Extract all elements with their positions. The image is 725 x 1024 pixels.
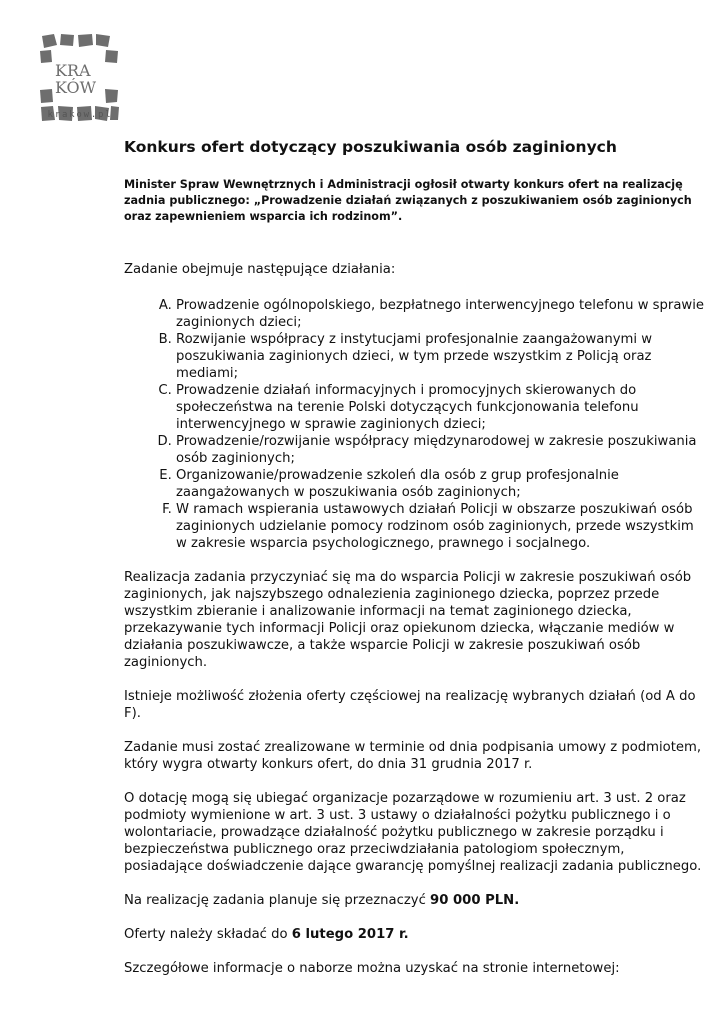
realization-paragraph: Realizacja zadania przyczyniać się ma do wsparcia Policji w zakresie poszukiwań osób zaginionych, jak najszybszego odnalezienia zaginionego dziecka, poprzez przede wszystkim zbieranie i analizowanie informacji na temat zaginionego dziecka, przekazywanie tych informacji Policji oraz opiekunom dziecka, włączanie mediów w działania poszukiwawcze, a także wsparcie Policji w zakresie poszukiwań osób zaginionych. xyxy=(124,570,692,670)
budget-amount: 90 000 PLN. xyxy=(430,893,520,908)
document-body xyxy=(124,136,706,994)
task-item: A. Prowadzenie ogólnopolskiego, bezpłatnego interwencyjnego telefonu w sprawie zaginionych dzieci; xyxy=(176,297,706,331)
more-info-paragraph: Szczegółowe informacje o naborze można uzyskać na stronie internetowej: xyxy=(124,961,620,976)
offers-date: 6 lutego 2017 r. xyxy=(291,927,409,942)
intro-paragraph: Minister Spraw Wewnętrznych i Administracji ogłosił otwarty konkurs ofert na realizację zadnia publicznego: „Prowadzenie działań związanych z poszukiwaniem osób zaginionych oraz zapewnieniem wsparcia ich rodzinom”. xyxy=(124,178,692,223)
logo-line-2: KÓW xyxy=(55,78,97,97)
logo-caption: krakow.pl xyxy=(47,110,113,120)
offers-prefix: Oferty należy składać do xyxy=(124,927,292,942)
task-item: C. Prowadzenie działań informacyjnych i promocyjnych skierowanych do społeczeństwa na terenie Polski dotyczących funkcjonowania telefonu interwencyjnego w sprawie zaginionych dzieci; xyxy=(176,382,706,433)
task-item: F. W ramach wspierania ustawowych działań Policji w obszarze poszukiwań osób zaginionych udzielanie pomocy rodzinom osób zaginionych, przede wszystkim w zakresie wsparcia psychologicznego, prawnego i socjalnego. xyxy=(176,501,706,552)
offers-paragraph xyxy=(124,926,706,943)
eligibility-paragraph: O dotację mogą się ubiegać organizacje pozarządowe w rozumieniu art. 3 ust. 2 oraz podmioty wymienione w art. 3 ust. 3 ustawy o działalności pożytku publicznego i o wolontariacie, prowadzące działalność pożytku publicznego w zakresie porządku i bezpieczeństwa publicznego oraz przeciwdziałania patologiom społecznym, posiadające doświadczenie dające gwarancję pomyślnej realizacji zadania publicznego. xyxy=(124,791,702,874)
budget-paragraph xyxy=(124,892,706,909)
page-title: Konkurs ofert dotyczący poszukiwania osób zaginionych xyxy=(124,138,617,156)
task-item: E. Organizowanie/prowadzenie szkoleń dla osób z grup profesjonalnie zaangażowanych w poszukiwania osób zaginionych; xyxy=(176,467,706,501)
logo-line-1: KRA xyxy=(55,61,91,80)
tasks-lead: Zadanie obejmuje następujące działania: xyxy=(124,262,396,277)
deadline-paragraph: Zadanie musi zostać zrealizowane w terminie od dnia podpisania umowy z podmiotem, który wygra otwarty konkurs ofert, do dnia 31 grudnia 2017 r. xyxy=(124,740,702,772)
budget-prefix: Na realizację zadania planuje się przeznaczyć xyxy=(124,893,431,908)
task-item: B. Rozwijanie współpracy z instytucjami profesjonalnie zaangażowanymi w poszukiwania zaginionych dzieci, w tym przede wszystkim z Policją oraz mediami; xyxy=(176,331,706,382)
partial-offer-paragraph: Istnieje możliwość złożenia oferty częściowej na realizację wybranych działań (od A do F). xyxy=(124,689,696,721)
tasks-list xyxy=(124,297,706,552)
task-item: D. Prowadzenie/rozwijanie współpracy międzynarodowej w zakresie poszukiwania osób zaginionych; xyxy=(176,433,706,467)
